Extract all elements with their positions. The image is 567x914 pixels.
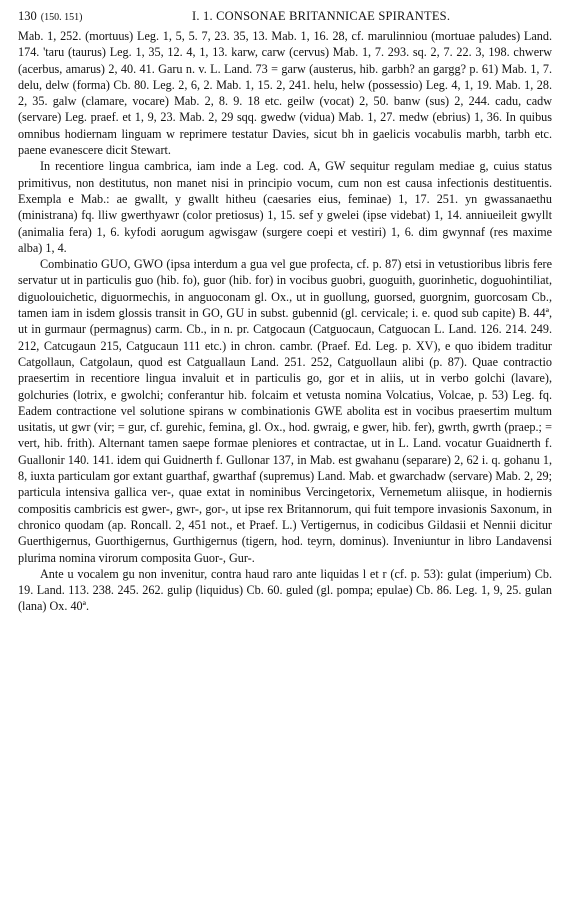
page-number-value: 130 [18, 9, 37, 23]
paragraph-3: Combinatio GUO, GWO (ipsa interdum a gua vel gue profecta, cf. p. 87) etsi in vetustioribus libris fere servatur ut in particulis guo (hib. fo), guor (hib. for) in vocibus guobri, guoguith, guorinhetic, doguohintiliat, diguolouichetic, diguormechis, in anguoconam gl. Ox., ut in guollung, guorsed, guorgnim, guorcosam Cb., tamen iam in isdem glossis transit in GO, GU in subst. gubennid (gl. cervicale; i. e. quod sub capite) B. 44ª, ut in gurmaur (permagnus) carm. Cb., in n. pr. Catgocaun (Catguocaun, Catguocan L. Land. 126. 214. 249. 212, Catcugaun 215, Catgucaun 111 etc.) in chron. cambr. (Praef. Ed. Leg. p. XV), e quo ibidem traditur Catgollaun, Catgolaun, quod est Catguallaun Land. 251. 252, Catguollaun alibi (p. 87). Quae contractio praesertim in recentiore lingua invaluit et in particulis go, gor et in aliis, ut in verbo golchi (lavare), golchuries (lotrix, e gwolchi; conferantur hib. folcaim et vetusta nomina Volcatius, Volcae, p. 53) Leg. fq. Eadem contractione vel solutione spirans w combinationis GWE abolita est in vocibus praesertim multum usitatis, ut gwr (vir; = gur, cf. gurehic, femina, gl. Ox., hod. gwraig, e gwer, hib. fer), gwrth, gwrth (praep.; = vert, hib. frith). Alternant tamen saepe formae pleniores et contractae, ut in L. Land. vocatur Guaidnerth f. Guallonir 140. 141. idem qui Guidnerth f. Gullonar 137, in Mab. est gwahanu (separare) 2, 62 i. q. gohanu 1, 8, iuxta particulam gor extant guarthaf, gwarthaf (supremus) Land. Mab. et gwarchadw (servare) Mab. 2, 29; particula intensiva gallica ver-, quae extat in nominibus Vercingetorix, Vernemetum aliisque, in hodiernis compositis cambricis est gwer-, gwr-, gor-, ut ipse rex Britannorum, qui fuit tempore invasionis Saxonum, in chronico quodam (ap. Roncall. 2, 451 not., et Praef. L.) Vertigernus, in codicibus Gildasii et Nennii dicitur Guerthigernus, Guorthigernus, Gurthigernus (tigern, hod. teyrn, dominus). Inveniuntur in libro Landavensi plurima nomina virorum composita Guor-, Gur-. [18, 257, 552, 565]
running-title: I. 1. CONSONAE BRITANNICAE SPIRANTES. [192, 9, 451, 23]
page-number [18, 8, 82, 26]
paragraph-2: In recentiore lingua cambrica, iam inde a Leg. cod. A, GW sequitur regulam mediae g, cuius status primitivus, non destitutus, non manet nisi in principio vocum, cum non est causa infectionis destituentis. Exempla e Mab.: ae gwallt, y gwallt hitheu (caesaries eius, feminae) 1, 17. 251. yn gwassanaethu (ministrana) fq. lliw gwerthyawr (color pretiosus) 1, 15. sef y gwelei (ipse videbat) 1, 14. anniueileit gwyllt (animalia fera) 1, 6. kyfodi aorugum agwisgaw (surgere coepi et vestiri) 1, 6. dim gwynnaf (res maxime alba) 1, 4. [18, 159, 552, 255]
page-header [18, 8, 552, 28]
book-page [18, 8, 552, 906]
paragraph-1: Mab. 1, 252. (mortuus) Leg. 1, 5, 5. 7, 23. 35, 13. Mab. 1, 16. 28, cf. marulinniou (mortuae paludes) Land. 174. 'taru (taurus) Leg. 1, 35, 12. 4, 1, 13. karw, carw (cervus) Mab. 1, 7. 293. sq. 2, 7. 22. 3, 198. chwerw (acerbus, amarus) 2, 40. 41. Garu n. v. L. Land. 73 = garw (austerus, hib. garbh? an gargg? p. 61) Mab. 1, 7. delu, delw (forma) Cb. 80. Leg. 2, 6, 2. Mab. 1, 15. 2, 241. helu, helw (possessio) Leg. 4, 1, 19. Mab. 1, 28. 2, 35. galw (clamare, vocare) Mab. 2, 8. 9. 18 etc. geilw (vocat) 2, 50. banw (sus) 2, 244. cadu, cadw (servare) Leg. praef. et 1, 9, 23. Mab. 2, 29 sqq. gwedw (vidua) Mab. 1, 27. medw (ebrius) 1, 36. In quibus omnibus hodiernam linguam w reprimere testatur Davies, sicut bh in gaelicis vocabulis marbh, tarbh etc. paene evanescere dicit Stewart. [18, 29, 552, 158]
page-reference: (150. 151) [40, 12, 83, 23]
paragraph-4: Ante u vocalem gu non invenitur, contra haud raro ante liquidas l et r (cf. p. 53): gulat (imperium) Cb. 19. Land. 113. 238. 245. 262. gulip (liquidus) Cb. 60. guled (gl. pompa; epulae) Cb. 86. Leg. 1, 9, 25. gulan (lana) Ox. 40ª. [18, 566, 552, 614]
page-body [18, 28, 552, 615]
